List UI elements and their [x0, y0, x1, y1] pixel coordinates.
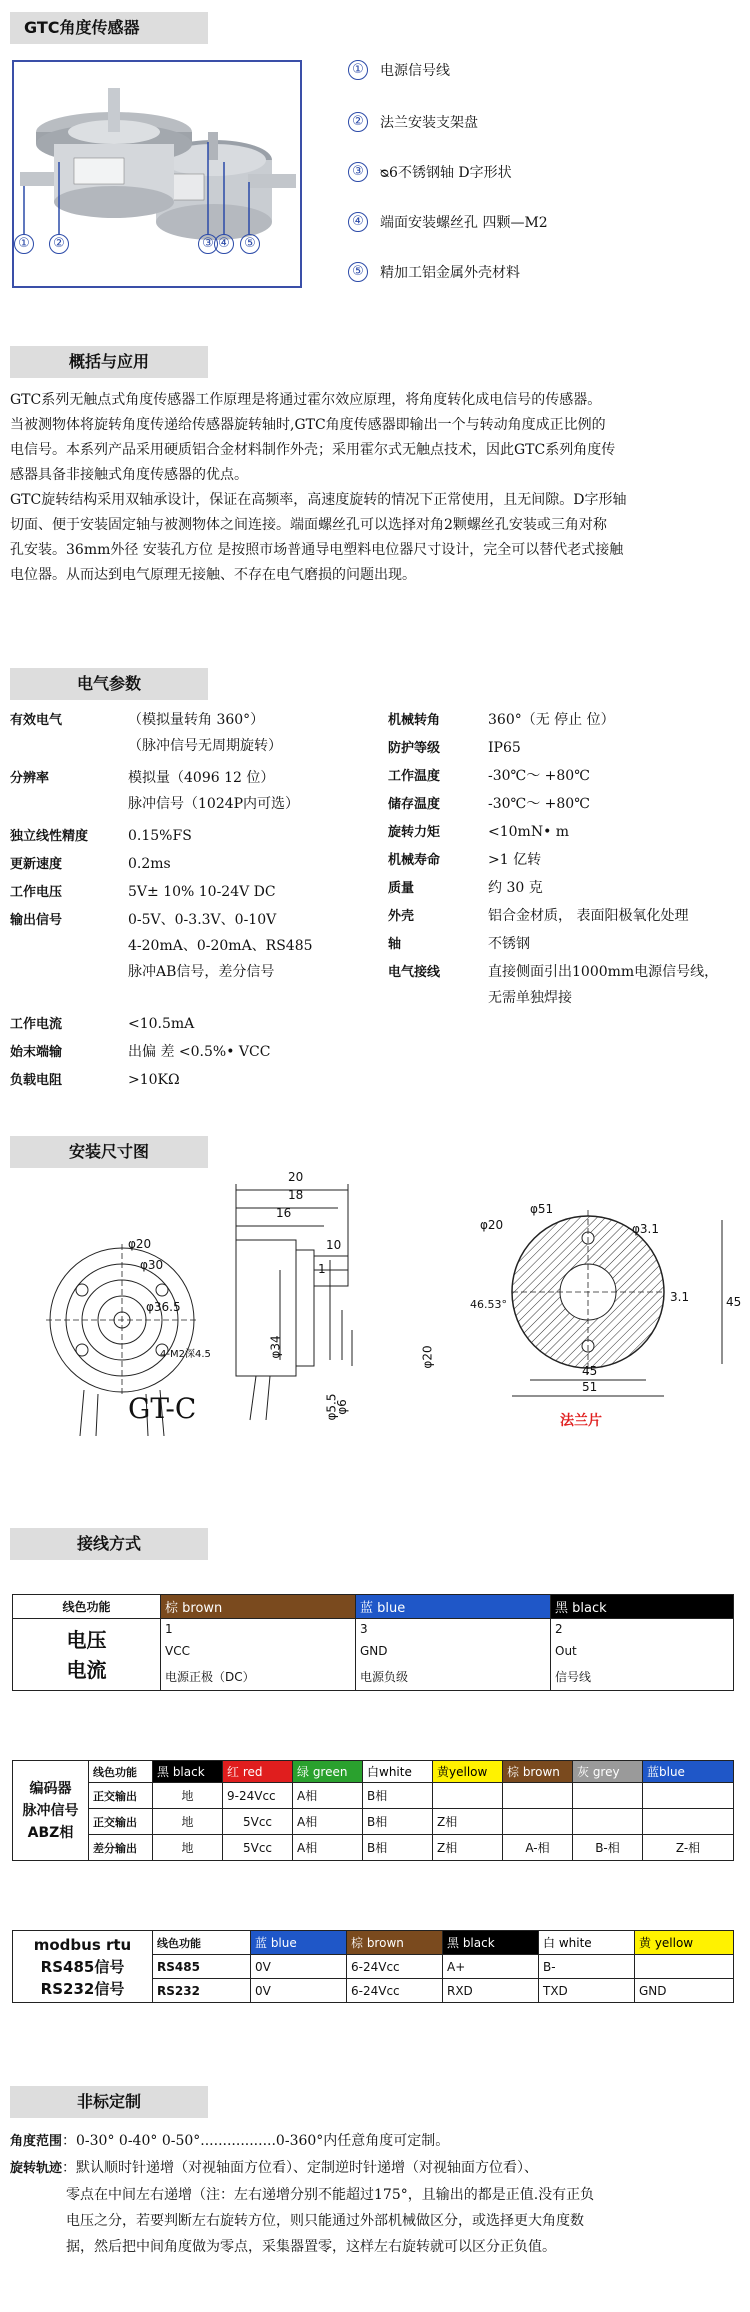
dim-label: φ20 [128, 1237, 152, 1251]
flange-label: 法兰片 [560, 1413, 602, 1429]
dim-label: 16 [276, 1206, 292, 1220]
spec-key: 旋转力矩 [388, 825, 441, 840]
spec-key: 分辨率 [10, 771, 50, 786]
dim-label: φ51 [530, 1202, 554, 1216]
spec-value: 0-5V、0-3.3V、0-10V 4-20mA、0-20mA、RS485 脉冲AB信号，差分信号 [128, 912, 313, 980]
spec-value: （模拟量转角 360°） （脉冲信号无周期旋转） [128, 712, 282, 754]
wire-blue: 蓝 blue [356, 1595, 551, 1619]
wire-white: 白 white [539, 1931, 635, 1955]
callout-2: ② [49, 234, 69, 254]
dim-label: φ3.1 [632, 1222, 659, 1236]
section-title-custom: 非标定制 [10, 2086, 208, 2118]
spec-key: 防护等级 [388, 741, 441, 756]
wire-yellow: 黄yellow [433, 1761, 503, 1783]
spec-value: 0.15%FS [128, 828, 192, 844]
callout-3: ③ [198, 234, 218, 254]
spec-value: 360°（无 停止 位） [488, 712, 615, 728]
dim-label: φ34 [268, 1335, 283, 1359]
spec-value: -30℃～ +80℃ [488, 796, 590, 812]
wire-brown: 棕 brown [161, 1595, 356, 1619]
wiring-table-encoder: 编码器 脉冲信号 ABZ相 线色功能 黑 black 红 red 绿 green 白white 黄yellow 棕 brown 灰 grey 蓝blue 正交输出 地 9-24Vcc A相 B相 正交输出 地 5Vcc A相 B相 Z相 差分输出 地 5Vcc A相 B相 Z相 A-相 B-相 Z-相 [12, 1760, 734, 1861]
dim-label: 4-M2深4.5 [160, 1349, 211, 1360]
spec-value: 模拟量（4096 12 位） 脉冲信号（1024P内可选） [128, 770, 300, 812]
spec-value: 出偏 差 <0.5%• VCC [128, 1044, 271, 1060]
spec-value: 5V± 10% 10-24V DC [128, 884, 276, 900]
spec-value: 直接侧面引出1000mm电源信号线， 无需单独焊接 [488, 964, 719, 1006]
spec-value: >1 亿转 [488, 852, 542, 868]
dim-label: φ30 [140, 1258, 164, 1272]
spec-key: 工作电流 [10, 1017, 63, 1032]
dim-label: φ20 [480, 1218, 504, 1232]
feature-5: ⑤ 精加工铝金属外壳材料 [348, 262, 520, 282]
dim-label: φ20 [420, 1345, 435, 1369]
wire-black: 黑 black [551, 1595, 734, 1619]
wire-brown: 棕 brown [503, 1761, 573, 1783]
row-label-current: 电流 [66, 1657, 107, 1682]
dim-label: 45 [582, 1364, 598, 1378]
section-title-wiring: 接线方式 [10, 1528, 208, 1560]
feature-1: ① 电源信号线 [348, 60, 450, 80]
spec-key: 负载电阻 [10, 1073, 63, 1088]
dim-label: φ36.5 [146, 1300, 181, 1314]
dim-label: φ5.5 [324, 1393, 339, 1421]
section-title-electrical: 电气参数 [10, 668, 208, 700]
wire-white: 白white [363, 1761, 433, 1783]
dim-label: 1 [318, 1262, 326, 1276]
section-title-product: GTC角度传感器 [10, 12, 208, 44]
spec-key: 机械寿命 [388, 853, 441, 868]
wire-grey: 灰 grey [573, 1761, 643, 1783]
dim-label: 20 [288, 1170, 304, 1184]
wiring-table-modbus: modbus rtu RS485信号 RS232信号 线色功能 蓝 blue 棕 brown 黑 black 白 white 黄 yellow RS485 0V 6-24Vcc A+ B- RS232 0V 6-24Vcc RXD TXD GND [12, 1930, 734, 2003]
dim-label: 46.53° [470, 1298, 507, 1311]
section-title-overview: 概括与应用 [10, 346, 208, 378]
spec-key: 独立线性精度 [10, 829, 89, 844]
spec-value: 铝合金材质， 表面阳极氧化处理 [488, 908, 689, 924]
spec-value: -30℃～ +80℃ [488, 768, 590, 784]
callout-4: ④ [214, 234, 234, 254]
spec-key: 工作电压 [10, 885, 63, 900]
callout-5: ⑤ [240, 234, 260, 254]
spec-value: 不锈钢 [488, 936, 530, 952]
spec-value: IP65 [488, 740, 521, 756]
spec-key: 有效电气 [10, 713, 63, 728]
overview-text: GTC系列无触点式角度传感器工作原理是将通过霍尔效应原理，将角度转化成电信号的传感器。 当被测物体将旋转角度传递给传感器旋转轴时,GTC角度传感器即输出一个与转动角度成正比例的 电信号。本系列产品采用硬质铝合金材料制作外壳；采用霍尔式无触点技术，因此GTC系列角度传 感器具备非接触式角度传感器的优点。 GTC旋转结构采用双轴承设计，保证在高频率，高速度旋转的情况下正常使用，且无间隙。D字形轴 切面、便于安装固定轴与被测物体之间连接。端面螺丝孔可以选择对角2颗螺丝孔安装或三角对称 孔安装。36mm外径 安装孔方位 是按照市场普通导电塑料电位器尺寸设计，完全可以替代老式接触 电位器。从而达到电气原理无接触、不存在电气磨损的问题出现。 [10, 392, 627, 583]
wire-red: 红 red [223, 1761, 293, 1783]
wire-green: 绿 green [293, 1761, 363, 1783]
spec-key: 储存温度 [388, 797, 441, 812]
feature-3: ③ ᴓ6不锈钢轴 D字形状 [348, 162, 512, 182]
spec-key: 外壳 [388, 909, 415, 924]
dim-label: φ6 [334, 1399, 349, 1415]
spec-value: 0.2ms [128, 856, 171, 872]
dim-label: 10 [326, 1238, 342, 1252]
spec-key: 机械转角 [388, 713, 441, 728]
wiring-table-analog: 线色功能 棕 brown 蓝 blue 黑 black 电压 电流 1 3 2 VCC GND Out 电源正极（DC） 电源负级 信号线 [12, 1594, 734, 1691]
front-view-drawing [10, 1240, 240, 1440]
wire-brown: 棕 brown [347, 1931, 443, 1955]
callout-1: ① [14, 234, 34, 254]
spec-key: 输出信号 [10, 913, 63, 928]
dim-label: 18 [288, 1188, 304, 1202]
wire-black: 黑 black [443, 1931, 539, 1955]
wire-black: 黑 black [153, 1761, 223, 1783]
flange-drawing [470, 1200, 740, 1410]
spec-value: <10.5mA [128, 1016, 195, 1032]
feature-4: ④ 端面安装螺丝孔 四颗—M2 [348, 212, 548, 232]
spec-key: 更新速度 [10, 857, 63, 872]
spec-value: <10mN• m [488, 824, 570, 840]
model-label: GT-C [128, 1392, 197, 1425]
spec-value: >10KΩ [128, 1072, 180, 1088]
section-title-install: 安装尺寸图 [10, 1136, 208, 1168]
spec-key: 电气接线 [388, 965, 441, 980]
dim-label: 45 [726, 1295, 742, 1309]
custom-text: 角度范围：0-30° 0-40° 0-50°.................0-360°内任意角度可定制。 旋转轨迹：默认顺时针递增（对视轴面方位看）、定制逆时针递增（对视轴面方位看）、 零点在中间左右递增（注：左右递增分别不能超过175°，且输出的都是正值.没有正负 电压之分，若要判断左右旋转方位，则只能通过外部机械做区分，或选择更大角度数 据，然后把中间角度做为零点，采集器置零，这样左右旋转就可以区分正负值。 [10, 2133, 595, 2255]
spec-key: 质量 [388, 881, 415, 896]
side-view-drawing [220, 1170, 480, 1430]
row-label-voltage: 电压 [66, 1627, 107, 1652]
wire-blue: 蓝 blue [251, 1931, 347, 1955]
dim-label: 3.1 [670, 1290, 690, 1304]
spec-key: 始末端输 [10, 1045, 63, 1060]
spec-key: 工作温度 [388, 769, 441, 784]
dim-label: 51 [582, 1380, 598, 1394]
product-photo [12, 60, 302, 288]
spec-key: 轴 [388, 937, 402, 952]
feature-2: ② 法兰安装支架盘 [348, 112, 478, 132]
wire-yellow: 黄 yellow [635, 1931, 734, 1955]
spec-value: 约 30 克 [488, 880, 543, 896]
wire-blue: 蓝blue [643, 1761, 734, 1783]
